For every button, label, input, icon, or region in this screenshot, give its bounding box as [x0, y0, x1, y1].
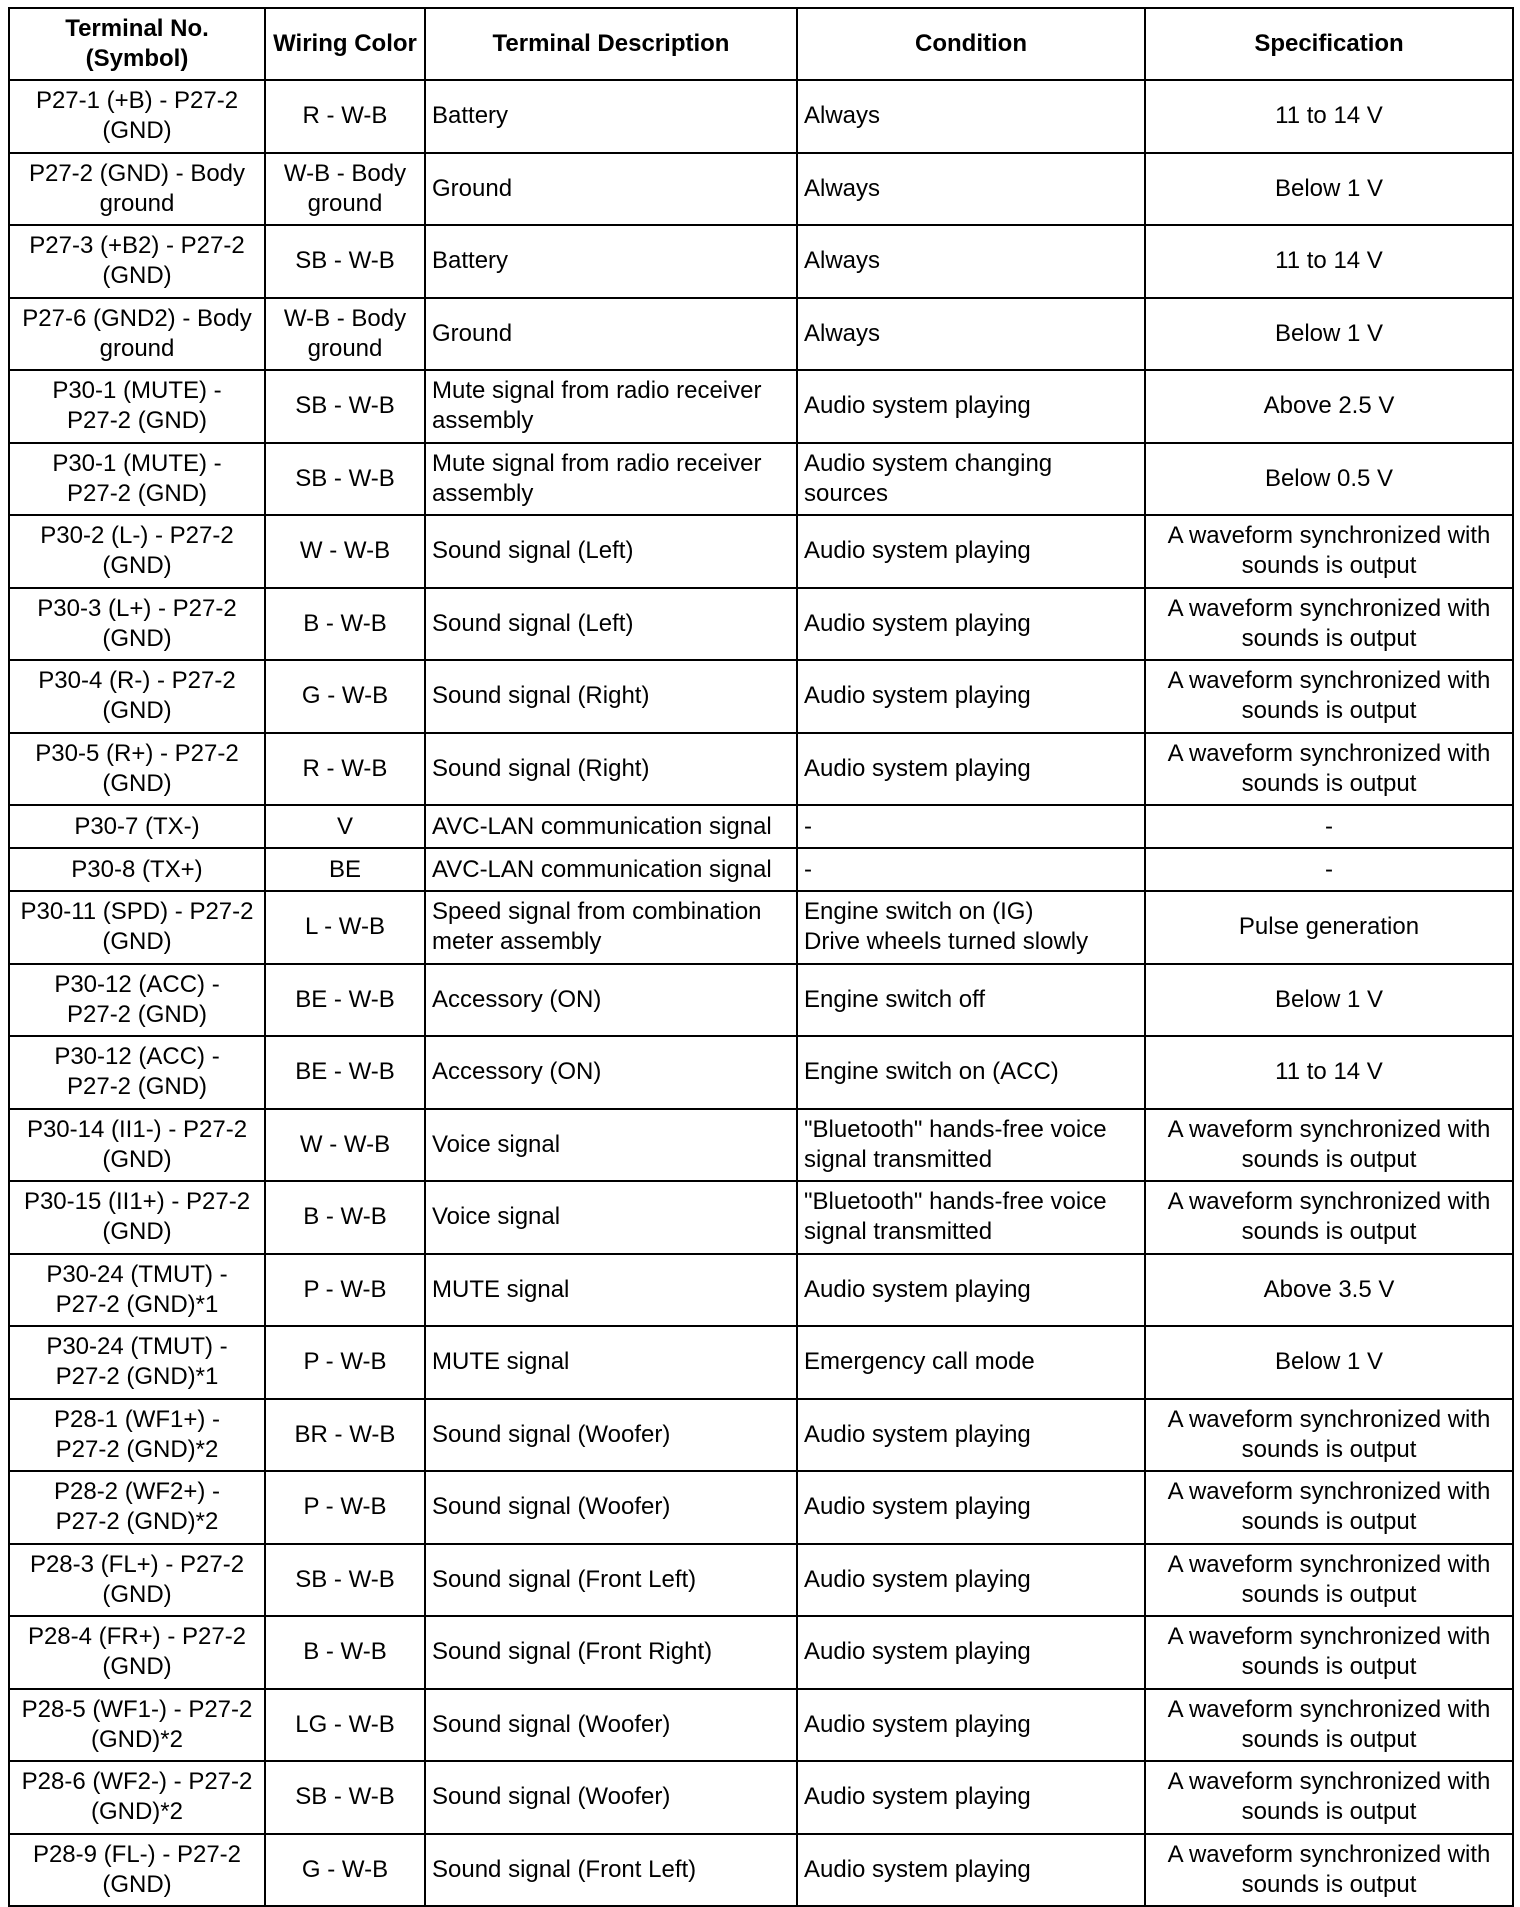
cell-terminal-no: P30-14 (II1-) - P27-2 (GND)	[9, 1109, 265, 1182]
cell-terminal-no: P28-1 (WF1+) - P27-2 (GND)*2	[9, 1399, 265, 1472]
cell-terminal-description: Speed signal from combination meter assembly	[425, 891, 797, 964]
cell-terminal-description: Ground	[425, 153, 797, 226]
cell-terminal-description: AVC-LAN communication signal	[425, 848, 797, 891]
header-specification: Specification	[1145, 8, 1513, 80]
cell-wiring-color: SB - W-B	[265, 1761, 425, 1834]
table-row	[9, 225, 1513, 298]
cell-specification: A waveform synchronized with sounds is output	[1145, 515, 1513, 588]
cell-terminal-description: Accessory (ON)	[425, 964, 797, 1037]
cell-wiring-color: W - W-B	[265, 515, 425, 588]
cell-terminal-description: Battery	[425, 225, 797, 298]
cell-terminal-description: Mute signal from radio receiver assembly	[425, 370, 797, 443]
cell-specification: -	[1145, 848, 1513, 891]
cell-terminal-no: P30-7 (TX-)	[9, 805, 265, 848]
cell-wiring-color: BR - W-B	[265, 1399, 425, 1472]
table-row	[9, 891, 1513, 964]
cell-wiring-color: W - W-B	[265, 1109, 425, 1182]
cell-specification: A waveform synchronized with sounds is output	[1145, 1109, 1513, 1182]
cell-terminal-no: P30-8 (TX+)	[9, 848, 265, 891]
cell-terminal-no: P28-5 (WF1-) - P27-2 (GND)*2	[9, 1689, 265, 1762]
header-terminal-no: Terminal No. (Symbol)	[9, 8, 265, 80]
cell-wiring-color: W-B - Body ground	[265, 153, 425, 226]
cell-terminal-description: Sound signal (Woofer)	[425, 1471, 797, 1544]
table-row	[9, 964, 1513, 1037]
cell-terminal-description: Sound signal (Front Left)	[425, 1544, 797, 1617]
cell-specification: A waveform synchronized with sounds is output	[1145, 660, 1513, 733]
table-row	[9, 848, 1513, 891]
cell-condition: "Bluetooth" hands-free voice signal transmitted	[797, 1181, 1145, 1254]
table-row	[9, 1326, 1513, 1399]
cell-condition: Engine switch off	[797, 964, 1145, 1037]
cell-condition: Emergency call mode	[797, 1326, 1145, 1399]
cell-wiring-color: L - W-B	[265, 891, 425, 964]
cell-specification: -	[1145, 805, 1513, 848]
cell-wiring-color: SB - W-B	[265, 370, 425, 443]
table-row	[9, 1036, 1513, 1109]
cell-condition: -	[797, 805, 1145, 848]
cell-condition: Audio system changing sources	[797, 443, 1145, 516]
cell-terminal-no: P30-12 (ACC) - P27-2 (GND)	[9, 1036, 265, 1109]
cell-condition: Always	[797, 153, 1145, 226]
cell-specification: A waveform synchronized with sounds is output	[1145, 733, 1513, 806]
cell-terminal-no: P30-24 (TMUT) - P27-2 (GND)*1	[9, 1254, 265, 1327]
cell-specification: A waveform synchronized with sounds is output	[1145, 1544, 1513, 1617]
cell-terminal-no: P27-6 (GND2) - Body ground	[9, 298, 265, 371]
table-row	[9, 1109, 1513, 1182]
table-row	[9, 1689, 1513, 1762]
table-row	[9, 1761, 1513, 1834]
cell-condition: Audio system playing	[797, 1689, 1145, 1762]
cell-terminal-description: Voice signal	[425, 1109, 797, 1182]
table-header-row	[9, 8, 1513, 80]
cell-terminal-no: P30-12 (ACC) - P27-2 (GND)	[9, 964, 265, 1037]
cell-condition: Audio system playing	[797, 370, 1145, 443]
cell-specification: Above 2.5 V	[1145, 370, 1513, 443]
cell-terminal-description: Sound signal (Woofer)	[425, 1399, 797, 1472]
table-row	[9, 1544, 1513, 1617]
cell-condition: Audio system playing	[797, 1544, 1145, 1617]
table-row	[9, 1399, 1513, 1472]
table-row	[9, 805, 1513, 848]
cell-terminal-description: Voice signal	[425, 1181, 797, 1254]
cell-specification: 11 to 14 V	[1145, 80, 1513, 153]
cell-specification: A waveform synchronized with sounds is output	[1145, 1181, 1513, 1254]
cell-terminal-no: P27-1 (+B) - P27-2 (GND)	[9, 80, 265, 153]
cell-condition: -	[797, 848, 1145, 891]
cell-wiring-color: LG - W-B	[265, 1689, 425, 1762]
cell-wiring-color: B - W-B	[265, 1616, 425, 1689]
cell-wiring-color: B - W-B	[265, 1181, 425, 1254]
cell-specification: Below 1 V	[1145, 1326, 1513, 1399]
cell-terminal-description: Sound signal (Front Right)	[425, 1616, 797, 1689]
cell-terminal-description: Sound signal (Woofer)	[425, 1761, 797, 1834]
cell-terminal-no: P30-4 (R-) - P27-2 (GND)	[9, 660, 265, 733]
cell-terminal-no: P30-1 (MUTE) - P27-2 (GND)	[9, 370, 265, 443]
cell-terminal-description: AVC-LAN communication signal	[425, 805, 797, 848]
cell-terminal-description: Battery	[425, 80, 797, 153]
table-row	[9, 1616, 1513, 1689]
table-row	[9, 1254, 1513, 1327]
cell-terminal-description: Sound signal (Left)	[425, 515, 797, 588]
table-body	[9, 80, 1513, 1906]
table-row	[9, 80, 1513, 153]
cell-wiring-color: R - W-B	[265, 733, 425, 806]
cell-terminal-no: P30-2 (L-) - P27-2 (GND)	[9, 515, 265, 588]
cell-condition: Engine switch on (ACC)	[797, 1036, 1145, 1109]
table-row	[9, 153, 1513, 226]
cell-terminal-no: P30-11 (SPD) - P27-2 (GND)	[9, 891, 265, 964]
cell-terminal-description: Sound signal (Right)	[425, 733, 797, 806]
table-row	[9, 443, 1513, 516]
terminal-table-container	[8, 7, 1512, 1907]
cell-wiring-color: P - W-B	[265, 1326, 425, 1399]
cell-terminal-no: P28-6 (WF2-) - P27-2 (GND)*2	[9, 1761, 265, 1834]
table-row	[9, 298, 1513, 371]
cell-wiring-color: G - W-B	[265, 1834, 425, 1907]
cell-terminal-no: P27-3 (+B2) - P27-2 (GND)	[9, 225, 265, 298]
cell-terminal-no: P28-9 (FL-) - P27-2 (GND)	[9, 1834, 265, 1907]
cell-condition: "Bluetooth" hands-free voice signal transmitted	[797, 1109, 1145, 1182]
table-row	[9, 515, 1513, 588]
cell-wiring-color: SB - W-B	[265, 1544, 425, 1617]
cell-specification: Below 1 V	[1145, 298, 1513, 371]
cell-specification: Above 3.5 V	[1145, 1254, 1513, 1327]
cell-wiring-color: P - W-B	[265, 1471, 425, 1544]
cell-terminal-description: Ground	[425, 298, 797, 371]
cell-terminal-description: MUTE signal	[425, 1254, 797, 1327]
cell-condition: Audio system playing	[797, 1471, 1145, 1544]
cell-specification: Below 1 V	[1145, 153, 1513, 226]
header-wiring-color: Wiring Color	[265, 8, 425, 80]
cell-terminal-description: MUTE signal	[425, 1326, 797, 1399]
cell-condition: Audio system playing	[797, 733, 1145, 806]
cell-condition: Audio system playing	[797, 660, 1145, 733]
cell-wiring-color: BE	[265, 848, 425, 891]
cell-specification: A waveform synchronized with sounds is output	[1145, 1471, 1513, 1544]
cell-specification: A waveform synchronized with sounds is output	[1145, 1834, 1513, 1907]
cell-wiring-color: G - W-B	[265, 660, 425, 733]
cell-terminal-description: Accessory (ON)	[425, 1036, 797, 1109]
cell-terminal-no: P27-2 (GND) - Body ground	[9, 153, 265, 226]
cell-wiring-color: BE - W-B	[265, 964, 425, 1037]
cell-condition: Audio system playing	[797, 1399, 1145, 1472]
cell-wiring-color: W-B - Body ground	[265, 298, 425, 371]
cell-terminal-no: P30-5 (R+) - P27-2 (GND)	[9, 733, 265, 806]
cell-terminal-no: P30-3 (L+) - P27-2 (GND)	[9, 588, 265, 661]
cell-condition: Audio system playing	[797, 1761, 1145, 1834]
cell-condition: Audio system playing	[797, 1616, 1145, 1689]
cell-specification: A waveform synchronized with sounds is output	[1145, 1616, 1513, 1689]
cell-specification: Below 0.5 V	[1145, 443, 1513, 516]
cell-terminal-description: Sound signal (Front Left)	[425, 1834, 797, 1907]
cell-specification: A waveform synchronized with sounds is output	[1145, 1689, 1513, 1762]
table-row	[9, 733, 1513, 806]
cell-specification: Pulse generation	[1145, 891, 1513, 964]
cell-terminal-no: P30-15 (II1+) - P27-2 (GND)	[9, 1181, 265, 1254]
cell-terminal-no: P30-1 (MUTE) - P27-2 (GND)	[9, 443, 265, 516]
table-row	[9, 1471, 1513, 1544]
cell-condition: Audio system playing	[797, 515, 1145, 588]
cell-condition: Audio system playing	[797, 1254, 1145, 1327]
table-row	[9, 370, 1513, 443]
header-condition: Condition	[797, 8, 1145, 80]
cell-wiring-color: B - W-B	[265, 588, 425, 661]
cell-condition: Always	[797, 80, 1145, 153]
cell-specification: 11 to 14 V	[1145, 1036, 1513, 1109]
cell-terminal-description: Mute signal from radio receiver assembly	[425, 443, 797, 516]
table-row	[9, 588, 1513, 661]
cell-condition: Audio system playing	[797, 588, 1145, 661]
cell-wiring-color: V	[265, 805, 425, 848]
cell-condition: Always	[797, 225, 1145, 298]
cell-terminal-no: P28-3 (FL+) - P27-2 (GND)	[9, 1544, 265, 1617]
cell-condition: Audio system playing	[797, 1834, 1145, 1907]
cell-terminal-description: Sound signal (Right)	[425, 660, 797, 733]
header-terminal-description: Terminal Description	[425, 8, 797, 80]
cell-terminal-no: P30-24 (TMUT) - P27-2 (GND)*1	[9, 1326, 265, 1399]
cell-wiring-color: SB - W-B	[265, 443, 425, 516]
cell-terminal-no: P28-4 (FR+) - P27-2 (GND)	[9, 1616, 265, 1689]
cell-terminal-description: Sound signal (Woofer)	[425, 1689, 797, 1762]
cell-specification: A waveform synchronized with sounds is output	[1145, 588, 1513, 661]
cell-wiring-color: SB - W-B	[265, 225, 425, 298]
table-row	[9, 660, 1513, 733]
cell-specification: A waveform synchronized with sounds is output	[1145, 1761, 1513, 1834]
cell-specification: Below 1 V	[1145, 964, 1513, 1037]
cell-terminal-description: Sound signal (Left)	[425, 588, 797, 661]
cell-wiring-color: R - W-B	[265, 80, 425, 153]
cell-specification: A waveform synchronized with sounds is output	[1145, 1399, 1513, 1472]
cell-condition: Engine switch on (IG) Drive wheels turned slowly	[797, 891, 1145, 964]
terminal-specification-table	[8, 7, 1514, 1907]
table-row	[9, 1834, 1513, 1907]
cell-specification: 11 to 14 V	[1145, 225, 1513, 298]
cell-terminal-no: P28-2 (WF2+) - P27-2 (GND)*2	[9, 1471, 265, 1544]
cell-wiring-color: P - W-B	[265, 1254, 425, 1327]
table-row	[9, 1181, 1513, 1254]
cell-condition: Always	[797, 298, 1145, 371]
cell-wiring-color: BE - W-B	[265, 1036, 425, 1109]
